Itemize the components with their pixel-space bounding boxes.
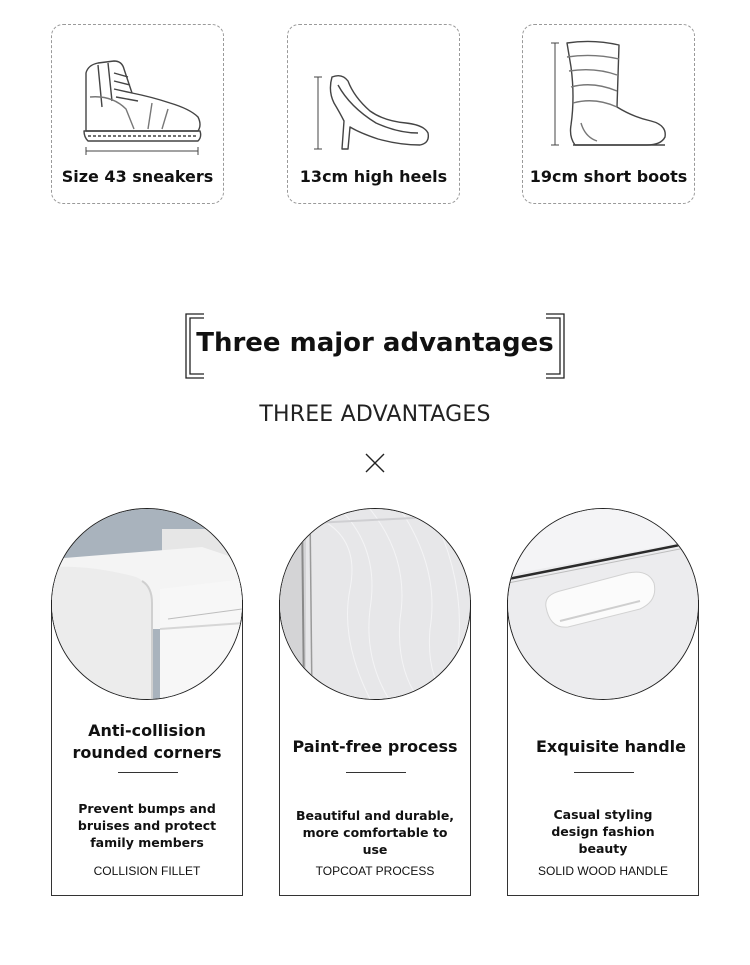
advantage-title: Paint-free process (292, 737, 458, 756)
section-subtitle: THREE ADVANTAGES (259, 402, 491, 427)
advantage-description: Prevent bumps and bruises and protect family members (77, 801, 217, 850)
advantage-divider (574, 772, 634, 773)
advantage-tag: TOPCOAT PROCESS (315, 864, 435, 878)
sneaker-icon (52, 37, 225, 167)
shoe-label: Size 43 sneakers (61, 167, 214, 186)
advantage-tag: COLLISION FILLET (93, 864, 201, 878)
shoe-card-sneakers (51, 24, 224, 204)
wood-grain-photo (279, 508, 471, 700)
section-title: Three major advantages (196, 328, 554, 358)
shoe-card-short-boots (522, 24, 695, 204)
handle-photo (507, 508, 699, 700)
high-heel-icon (288, 37, 461, 167)
short-boot-icon (523, 37, 696, 167)
advantage-divider (118, 772, 178, 773)
shoe-card-high-heels (287, 24, 460, 204)
advantage-tag: SOLID WOOD HANDLE (537, 864, 669, 878)
advantage-divider (346, 772, 406, 773)
advantage-title: Exquisite handle (535, 737, 687, 756)
advantage-description: Casual styling design fashion beauty (551, 807, 655, 856)
shoe-label: 19cm short boots (529, 167, 688, 186)
advantage-title: Anti-collision rounded corners (72, 721, 222, 762)
advantage-description: Beautiful and durable, more comfortable to use (295, 808, 455, 857)
cross-icon (364, 452, 386, 474)
rounded-corner-photo (51, 508, 243, 700)
shoe-label: 13cm high heels (299, 167, 448, 186)
section-title-frame (184, 312, 566, 380)
